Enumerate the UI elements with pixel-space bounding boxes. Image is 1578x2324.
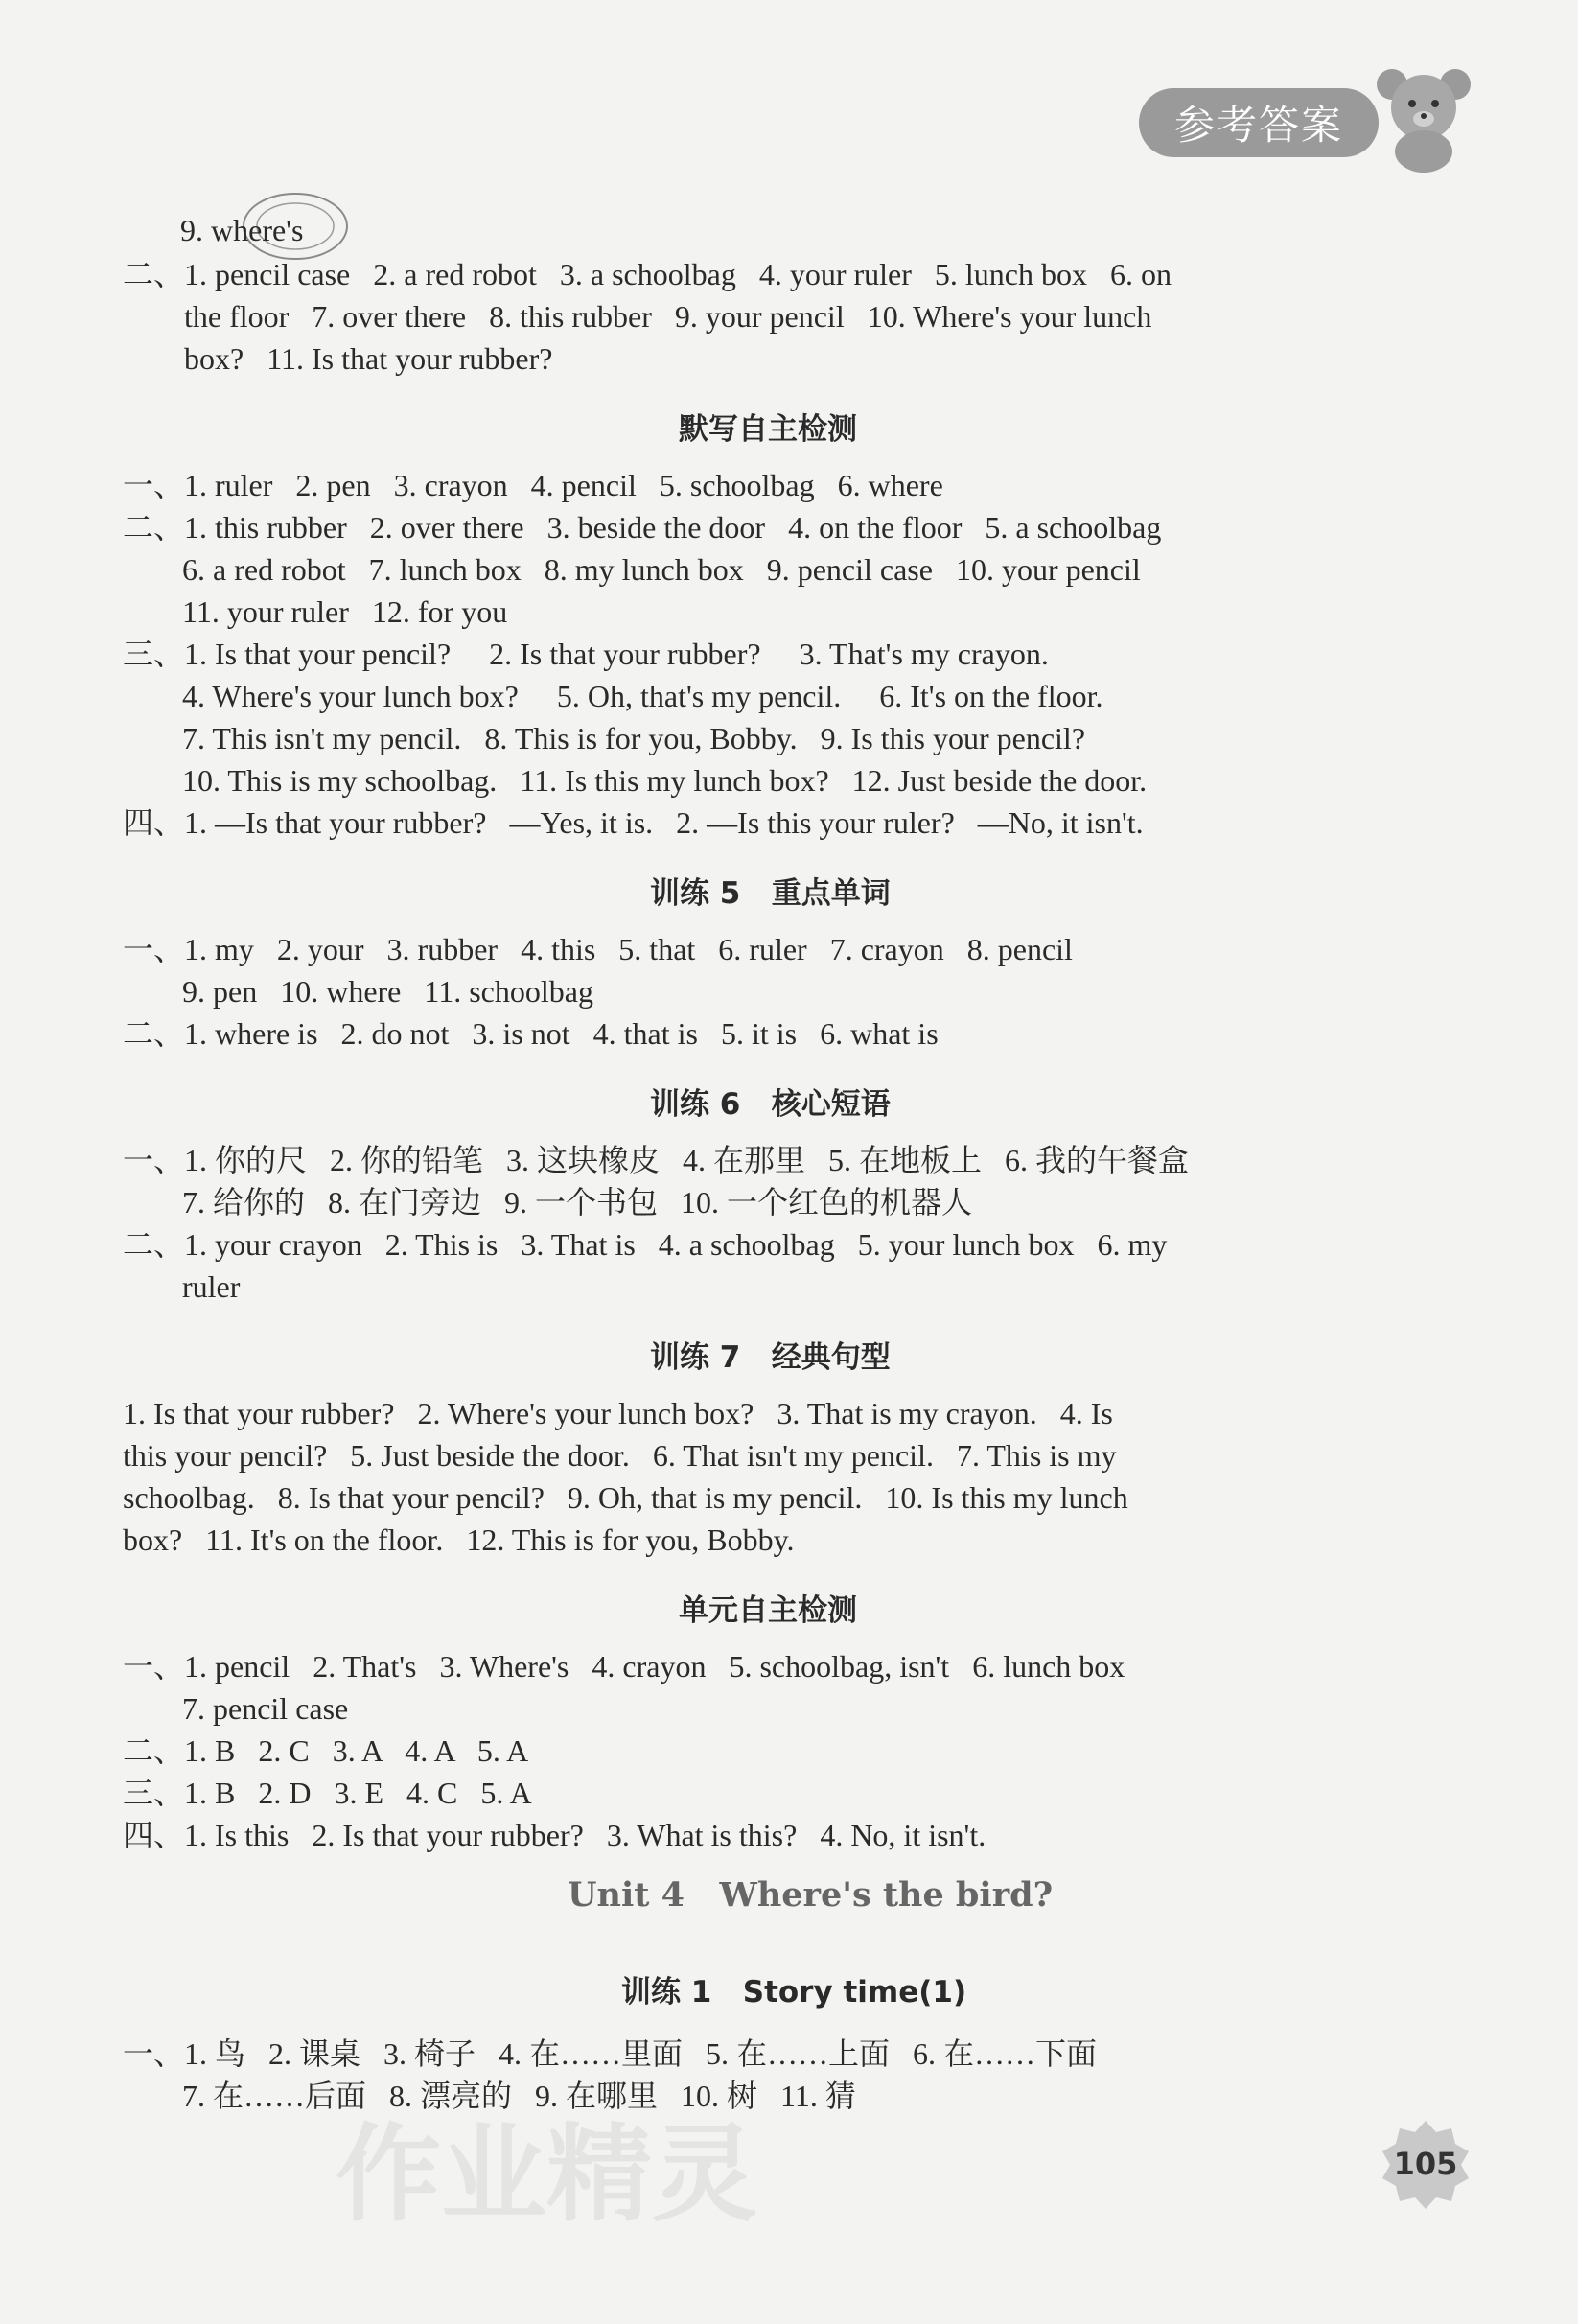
answer-line: 三、1. B 2. D 3. E 4. C 5. A bbox=[123, 1776, 532, 1810]
answer-line: 四、1. Is this 2. Is that your rubber? 3. What is this? 4. No, it isn't. bbox=[123, 1818, 986, 1852]
section-heading: 默写自主检测 bbox=[679, 412, 857, 447]
section-heading: 训练 7 经典句型 bbox=[650, 1340, 891, 1375]
answer-line: 一、1. 你的尺 2. 你的铅笔 3. 这块橡皮 4. 在那里 5. 在地板上 6. 我的午餐盒 bbox=[123, 1143, 1190, 1177]
section-heading: 训练 6 核心短语 bbox=[650, 1087, 891, 1122]
answer-line: 11. your ruler 12. for you bbox=[182, 594, 508, 629]
section-heading: 单元自主检测 bbox=[679, 1593, 857, 1628]
teddy-bear-icon bbox=[1371, 59, 1476, 174]
answer-line: 7. This isn't my pencil. 8. This is for you, Bobby. 9. Is this your pencil? bbox=[182, 721, 1086, 755]
answer-line: 7. 给你的 8. 在门旁边 9. 一个书包 10. 一个红色的机器人 bbox=[182, 1185, 973, 1220]
answer-line: 四、1. —Is that your rubber? —Yes, it is. 2. —Is this your ruler? —No, it isn't. bbox=[123, 805, 1144, 840]
answer-line: ruler bbox=[182, 1269, 241, 1304]
answer-line: 1. Is that your rubber? 2. Where's your lunch box? 3. That is my crayon. 4. Is bbox=[123, 1396, 1113, 1430]
answer-line: 一、1. 鸟 2. 课桌 3. 椅子 4. 在……里面 5. 在……上面 6. 在……下面 bbox=[123, 2036, 1098, 2071]
answer-line: 二、1. where is 2. do not 3. is not 4. that is 5. it is 6. what is bbox=[123, 1016, 939, 1051]
answer-key-badge: 参考答案 bbox=[1139, 88, 1379, 157]
answer-line: 10. This is my schoolbag. 11. Is this my lunch box? 12. Just beside the door. bbox=[182, 763, 1148, 798]
answer-line: 9. where's bbox=[180, 213, 304, 247]
answer-line: box? 11. Is that your rubber? bbox=[184, 341, 553, 376]
answer-line: 二、1. this rubber 2. over there 3. beside the door 4. on the floor 5. a schoolbag bbox=[123, 510, 1162, 545]
section-heading: 训练 5 重点单词 bbox=[650, 876, 891, 911]
answer-line: 7. pencil case bbox=[182, 1691, 349, 1726]
answer-line: 4. Where's your lunch box? 5. Oh, that's my pencil. 6. It's on the floor. bbox=[182, 679, 1103, 713]
answer-line: 三、1. Is that your pencil? 2. Is that your rubber? 3. That's my crayon. bbox=[123, 637, 1049, 671]
answer-line: 一、1. ruler 2. pen 3. crayon 4. pencil 5. schoolbag 6. where bbox=[123, 468, 943, 502]
unit-title: Unit 4 Where's the bird? bbox=[568, 1875, 1054, 1915]
answer-line: schoolbag. 8. Is that your pencil? 9. Oh, that is my pencil. 10. Is this my lunch bbox=[123, 1480, 1128, 1515]
answer-line: box? 11. It's on the floor. 12. This is for you, Bobby. bbox=[123, 1522, 795, 1557]
answer-line: 二、1. your crayon 2. This is 3. That is 4. a schoolbag 5. your lunch box 6. my bbox=[123, 1227, 1168, 1262]
answer-line: this your pencil? 5. Just beside the door. 6. That isn't my pencil. 7. This is my bbox=[123, 1438, 1117, 1473]
answer-line: 7. 在……后面 8. 漂亮的 9. 在哪里 10. 树 11. 猜 bbox=[182, 2079, 856, 2113]
answer-line: the floor 7. over there 8. this rubber 9. your pencil 10. Where's your lunch bbox=[184, 299, 1152, 334]
answer-line: 一、1. my 2. your 3. rubber 4. this 5. that 6. ruler 7. crayon 8. pencil bbox=[123, 932, 1073, 966]
section-heading: 训练 1 Story time(1) bbox=[621, 1975, 967, 2010]
answer-line: 6. a red robot 7. lunch box 8. my lunch box 9. pencil case 10. your pencil bbox=[182, 552, 1141, 587]
page-number: 105 bbox=[1393, 2146, 1458, 2182]
answer-line: 9. pen 10. where 11. schoolbag bbox=[182, 974, 593, 1009]
answer-line: 二、1. B 2. C 3. A 4. A 5. A bbox=[123, 1733, 529, 1768]
answer-line: 二、1. pencil case 2. a red robot 3. a schoolbag 4. your ruler 5. lunch box 6. on bbox=[123, 257, 1172, 291]
watermark-text: 作业精灵 bbox=[336, 2113, 757, 2236]
answer-line: 一、1. pencil 2. That's 3. Where's 4. crayon 5. schoolbag, isn't 6. lunch box bbox=[123, 1649, 1125, 1684]
